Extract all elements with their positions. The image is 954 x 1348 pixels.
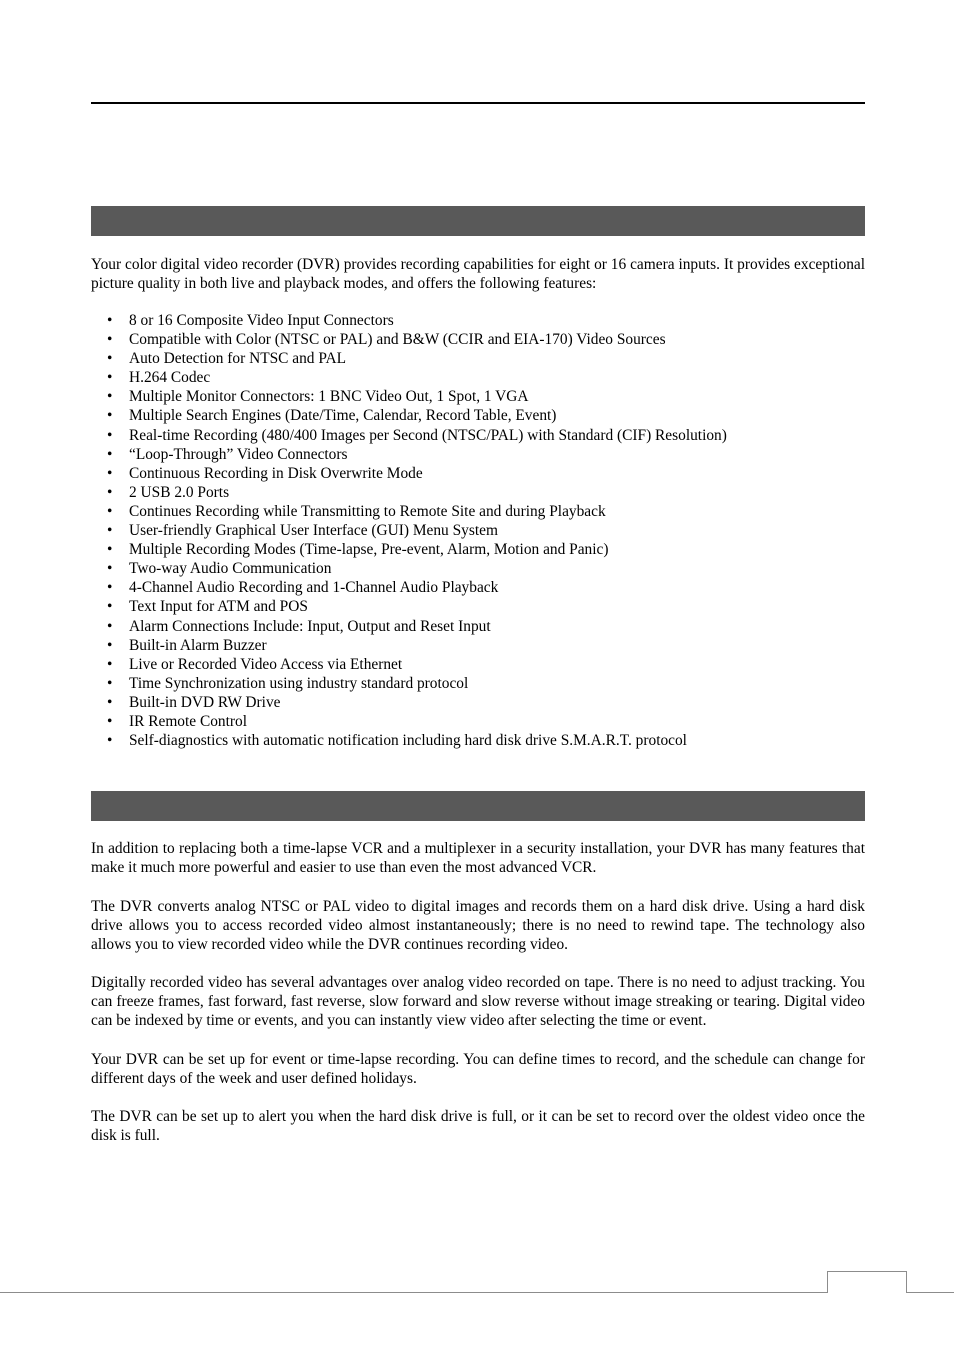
bullet-icon: •: [107, 312, 113, 329]
bullet-icon: •: [107, 560, 113, 578]
intro-paragraph: Your color digital video recorder (DVR) provides recording capabilities for eight or 16 camera inputs. It provides exceptional picture quality in both live and playback modes, and offers the following features:: [91, 256, 865, 293]
bullet-icon: •: [107, 483, 113, 501]
bullet-icon: •: [107, 712, 113, 730]
list-item: • Multiple Recording Modes (Time-lapse, Pre-event, Alarm, Motion and Panic): [107, 541, 609, 559]
list-item: • Multiple Search Engines (Date/Time, Calendar, Record Table, Event): [107, 407, 557, 425]
bullet-icon: •: [107, 502, 113, 520]
bullet-icon: •: [107, 732, 113, 750]
list-item: • 4-Channel Audio Recording and 1-Channel Audio Playback: [107, 579, 499, 597]
bullet-icon: •: [107, 617, 113, 635]
paragraph-digital-conversion: The DVR converts analog NTSC or PAL video to digital images and records them on a hard disk drive. Using a hard disk drive allows you to access recorded video almost instantaneously; there is no need to rewind tape. The technology also allows you to view recorded video while the DVR continues recording video.: [91, 898, 865, 954]
bullet-icon: •: [107, 369, 113, 387]
header-rule: [91, 102, 865, 104]
bullet-icon: •: [107, 388, 113, 406]
bullet-icon: •: [107, 636, 113, 654]
paragraph-digital-advantages: Digitally recorded video has several advantages over analog video recorded on tape. There is no need to adjust tracking. You can freeze frames, fast forward, fast reverse, slow forward and slow reverse without image streaking or tearing. Digital video can be indexed by time or events, and you can instantly view video after selecting the time or event.: [91, 974, 865, 1030]
paragraph-scheduling: Your DVR can be set up for event or time-lapse recording. You can define times to record, and the schedule can change for different days of the week and user defined holidays.: [91, 1051, 865, 1088]
bullet-icon: •: [107, 350, 113, 368]
bullet-icon: •: [107, 541, 113, 559]
list-item: • Auto Detection for NTSC and PAL: [107, 350, 347, 368]
bullet-icon: •: [107, 579, 113, 597]
list-item: • 8 or 16 Composite Video Input Connectors: [107, 312, 394, 329]
list-item: • Self-diagnostics with automatic notification including hard disk drive S.M.A.R.T. protocol: [107, 732, 687, 750]
bullet-icon: •: [107, 693, 113, 711]
bullet-icon: •: [107, 598, 113, 616]
list-item: • H.264 Codec: [107, 369, 211, 387]
list-item: • Two-way Audio Communication: [107, 560, 332, 578]
page-number-tab: [827, 1271, 907, 1293]
section-header-bar-features: [91, 206, 865, 236]
bullet-icon: •: [107, 445, 113, 463]
bullet-icon: •: [107, 655, 113, 673]
list-item: • Time Synchronization using industry standard protocol: [107, 674, 469, 692]
paragraph-disk-full: The DVR can be set up to alert you when the hard disk drive is full, or it can be set to record over the oldest video once the disk is full.: [91, 1108, 865, 1145]
list-item: • Compatible with Color (NTSC or PAL) and B&W (CCIR and EIA-170) Video Sources: [107, 331, 666, 349]
paragraph-replacement: In addition to replacing both a time-lapse VCR and a multiplexer in a security installation, your DVR has many features that make it much more powerful and easier to use than even the most advanced VCR.: [91, 840, 865, 877]
list-item: • Built-in Alarm Buzzer: [107, 636, 267, 654]
feature-list: [107, 311, 849, 750]
list-item: • Multiple Monitor Connectors: 1 BNC Video Out, 1 Spot, 1 VGA: [107, 388, 529, 406]
section-header-bar-overview: [91, 791, 865, 821]
list-item: • IR Remote Control: [107, 712, 247, 730]
list-item: • Continuous Recording in Disk Overwrite Mode: [107, 464, 423, 482]
list-item: • Alarm Connections Include: Input, Output and Reset Input: [107, 617, 491, 635]
list-item: • “Loop-Through” Video Connectors: [107, 445, 348, 463]
list-item: • Built-in DVD RW Drive: [107, 693, 281, 711]
footer-rule: [0, 1292, 954, 1293]
bullet-icon: •: [107, 522, 113, 540]
bullet-icon: •: [107, 674, 113, 692]
list-item: • 2 USB 2.0 Ports: [107, 483, 230, 501]
list-item: • Continues Recording while Transmitting to Remote Site and during Playback: [107, 502, 606, 520]
list-item: • Live or Recorded Video Access via Ethernet: [107, 655, 403, 673]
list-item: • User-friendly Graphical User Interface (GUI) Menu System: [107, 522, 498, 540]
bullet-icon: •: [107, 331, 113, 349]
bullet-icon: •: [107, 426, 113, 444]
list-item: • Text Input for ATM and POS: [107, 598, 308, 616]
list-item: • Real-time Recording (480/400 Images per Second (NTSC/PAL) with Standard (CIF) Resolution): [107, 426, 727, 444]
bullet-icon: •: [107, 464, 113, 482]
bullet-icon: •: [107, 407, 113, 425]
